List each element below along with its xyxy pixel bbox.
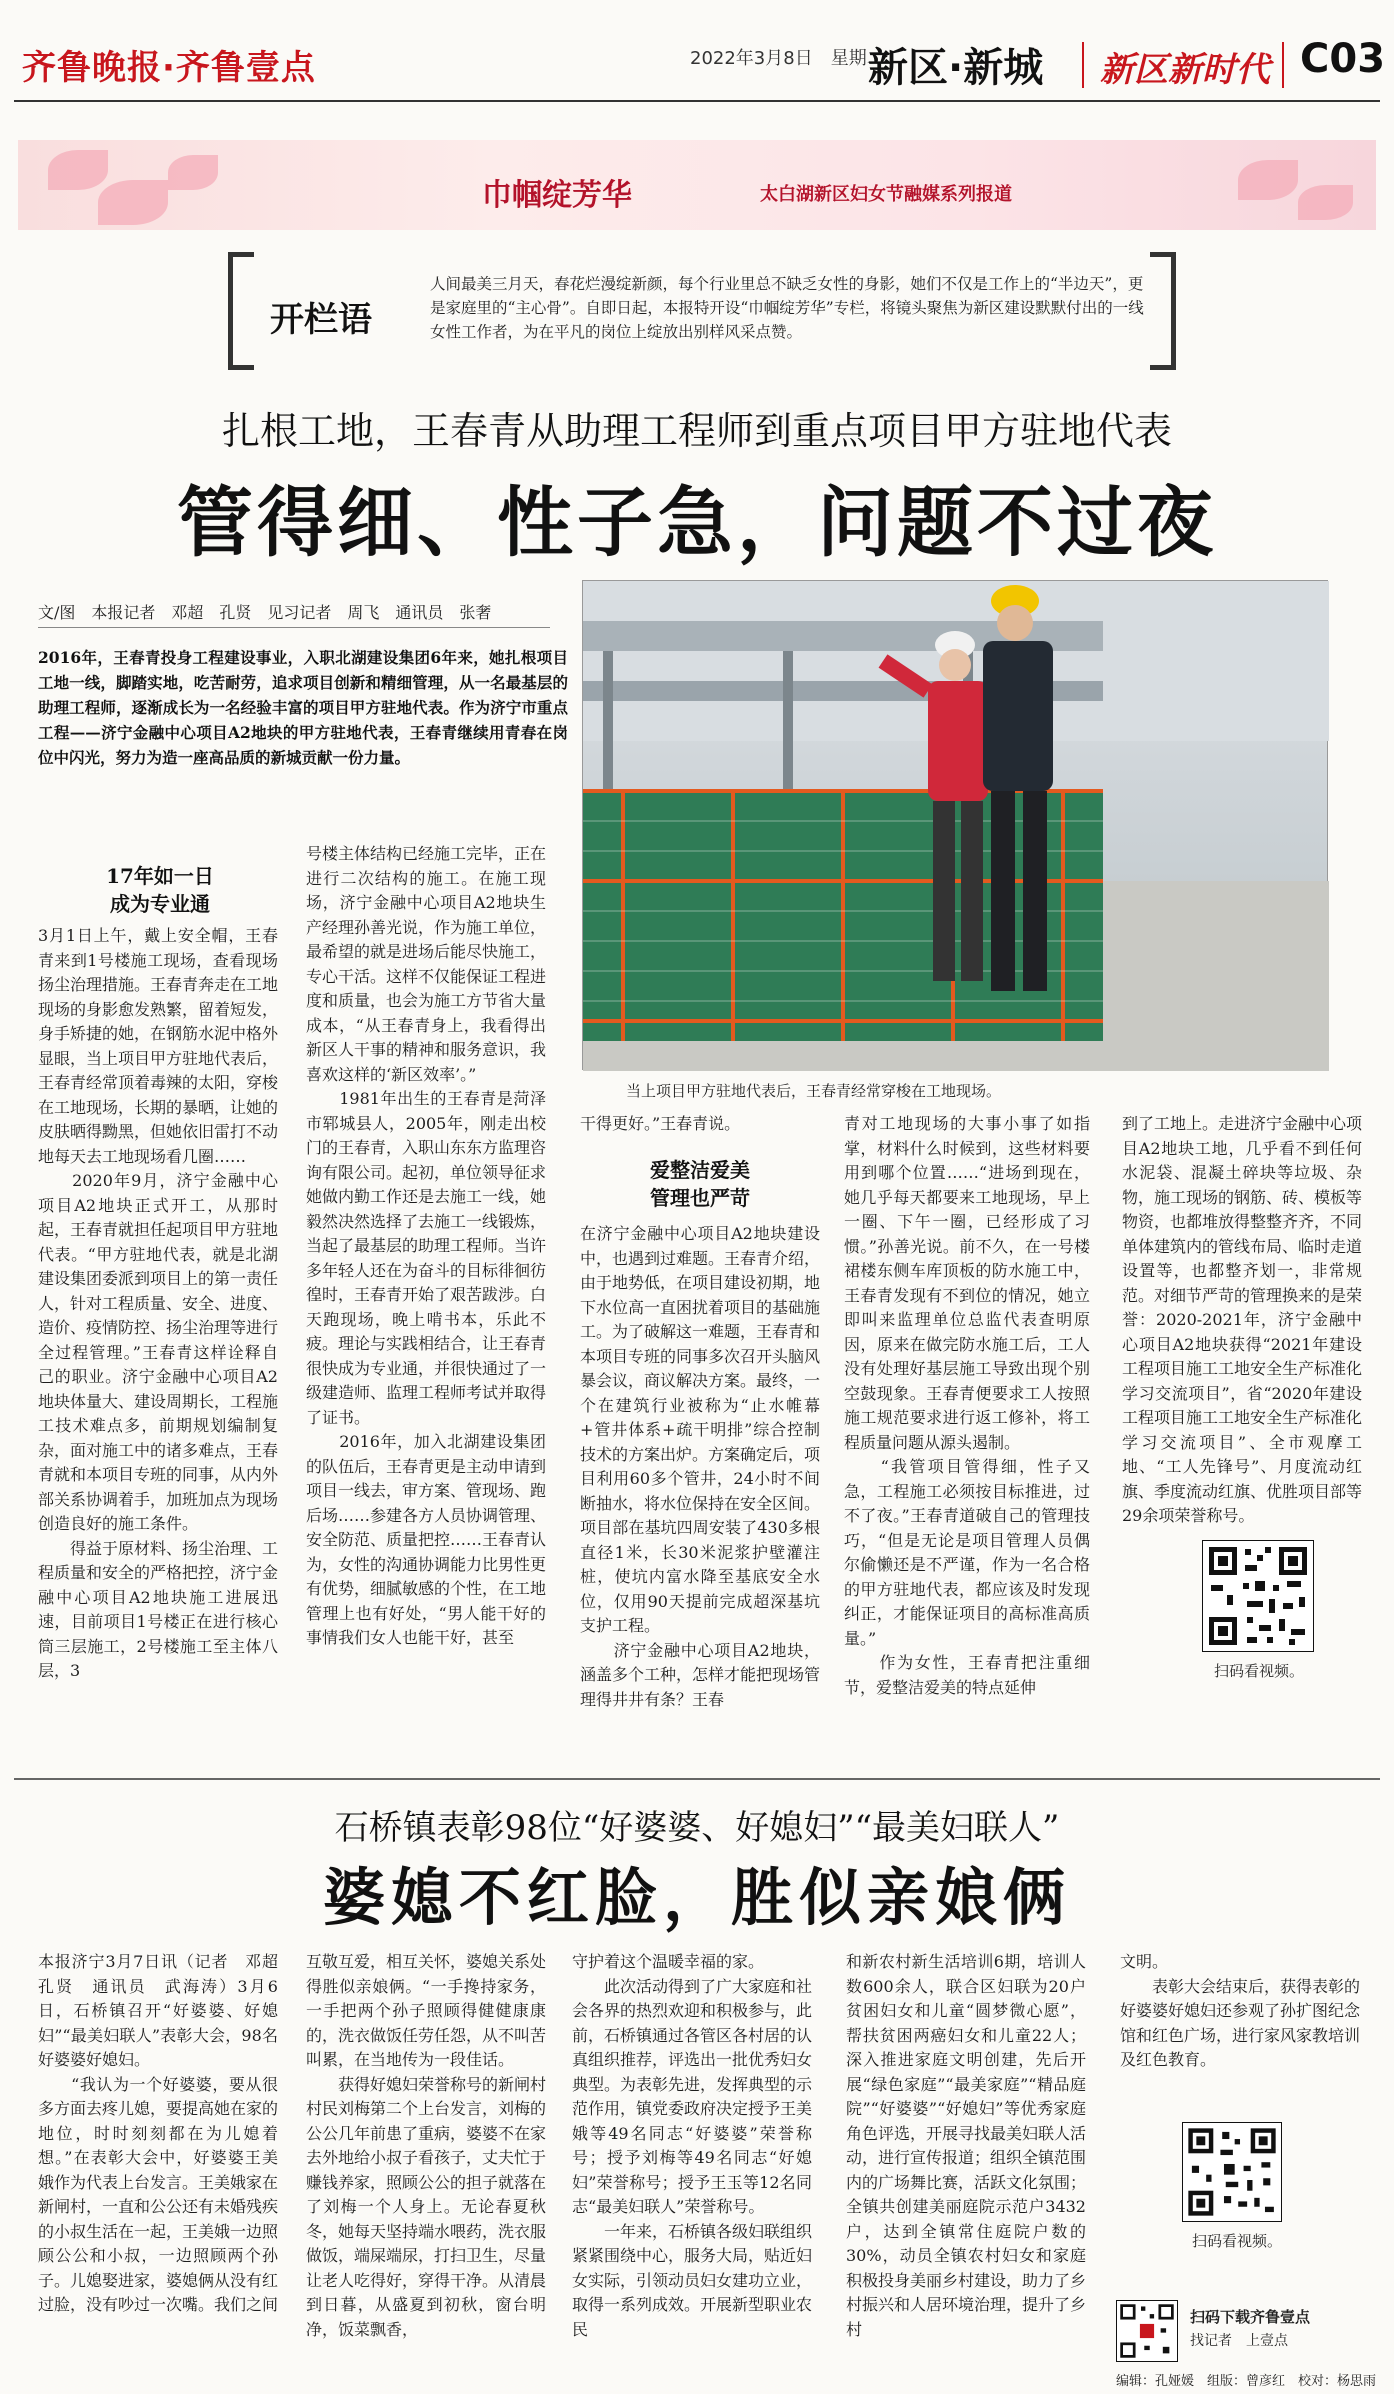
flower-icon — [168, 155, 218, 190]
banner-title: 巾帼绽芳华 — [482, 178, 632, 213]
article2-column-1: 本报济宁3月7日讯（记者 邓超 孔贤 通讯员 武海涛）3月6日，石桥镇召开“好婆婆、好媳妇”“最美妇联人”表彰大会，98名好婆婆好媳妇。 “我认为一个好婆婆，要从很多方面去疼儿媳，要提高她在家的地位，时时刻刻都在为儿媳着想。”在表彰大会中，好婆婆王美娥作为代表上台发言。王美娥家在新闸村，一直和公公还有未婚残疾的小叔生活在一起，王美娥一边照顾公公和小叔，一边照顾两个孙子。儿媳娶进家，婆媳俩从没有红过脸，没有吵过一次嘴。我们之间 — [38, 1952, 279, 2314]
flower-icon — [1298, 185, 1353, 220]
article2-column-3: 守护着这个温暖幸福的家。 此次活动得到了广大家庭和社会各界的热烈欢迎和积极参与，此前，石桥镇通过各管区各村居的认真组织推荐，评选出一批优秀妇女典型。为表彰先进，发挥典型的示范作用，镇党委政府决定授予王美娥等49名同志“好婆婆”荣誉称号；授予刘梅等49名同志“好媳妇”荣誉称号；授予王玉等12名同志“最美妇联人”荣誉称号。 一年来，石桥镇各级妇联组织紧紧围绕中心，服务大局，贴近妇女实际，引领动员妇女建功立业，取得一系列成效。开展新型职业农民 — [572, 1952, 813, 2339]
qr-pattern — [1203, 1541, 1313, 1651]
article1-column-1: 3月1日上午，戴上安全帽，王春青来到1号楼施工现场，查看现场扬尘治理措施。王春青奔走在工地现场的身影愈发熟繁，留着短发，身手矫捷的她，在钢筋水泥中格外显眼，当上项目甲方驻地代表后，王春青经常顶着毒辣的太阳，穿梭在工地现场，长期的暴晒，让她的皮肤晒得黝黑，但她依旧雷打不动地每天去工地现场看几圈…… 2020年9月，济宁金融中心项目A2地块正式开工，从那时起，王春青就担任起项目甲方驻地代表。“甲方驻地代表，就是北湖建设集团委派到项目上的第一责任人，针对工程质量、安全、进度、造价、疫情防控、扬尘治理等进行全过程管理。”王春青这样诠释自己的职业。济宁金融中心项目A2地块体量大、建设周期长，工程施工技术难点多，前期规划编制复杂，面对施工中的诸多难点，王春青就和本项目专班的同事，从内外部关系协调着手，加班加点为现场创造良好的施工条件。 得益于原材料、扬尘治理、工程质量和安全的严格把控，济宁金融中心项目A2地块施工进展迅速，目前项目1号楼正在进行核心筒三层施工，2号楼施工至主体八层，3 — [38, 926, 279, 1680]
article1-lede: 2016年，王春青投身工程建设事业，入职北湖建设集团6年来，她扎根项目工地一线，脚踏实地，吃苦耐劳，追求项目创新和精细管理，从一名最基层的助理工程师，逐渐成长为一名经验丰富的项目甲方驻地代表。作为济宁市重点工程——济宁金融中心项目A2地块的甲方驻地代表，王春青继续用青春在岗位中闪光，努力为造一座高品质的新城贡献一份力量。 — [38, 648, 568, 767]
issue-date: 2022年3月8日 星期二 — [690, 48, 885, 69]
article2-column-5: 文明。 表彰大会结束后，获得表彰的好婆婆好媳妇还参观了孙扩图纪念馆和红色广场，进行家风家教培训及红色教育。 — [1120, 1952, 1361, 2069]
article1-column-2: 号楼主体结构已经施工完毕，正在进行二次结构的施工。在施工现场，济宁金融中心项目A2地块生产经理孙善光说，作为施工单位，最希望的就是进场后能尽快施工，专心干活。这样不仅能保证工程进度和质量，也会为施工方节省大量成本，“从王春青身上，我看得出新区人干事的精神和服务意识，我喜欢这样的‘新区效率’。” 1981年出生的王春青是菏泽市郓城县人，2005年，刚走出校门的王春青，入职山东东方监理咨询有限公司。起初，单位领导征求她做内勤工作还是去施工一线，她毅然决然选择了去施工一线锻炼，当起了最基层的助理工程师。当许多年轻人还在为奋斗的目标徘徊彷徨时，王春青开始了艰苦跋涉。白天跑现场，晚上啃书本，乐此不疲。理论与实践相结合，让王春青很快成为专业通，并很快通过了一级建造师、监理工程师考试并取得了证书。 2016年，加入北湖建设集团的队伍后，王春青更是主动申请到项目一线去，审方案、管现场、跑后场……参建各方人员协调管理、安全防范、质量把控……王春青认为，女性的沟通协调能力比男性更有优势，细腻敏感的个性，在工地管理上也有好处，“男人能干好的事情我们女人也能干好，甚至 — [306, 844, 547, 1647]
newspaper-logo: 齐鲁晚报·齐鲁壹点 — [22, 48, 316, 88]
article1-column-4: 青对工地现场的大事小事了如指掌，材料什么时候到，这些材料要用到哪个位置……“进场到现在，她几乎每天都要来工地现场，早上一圈、下午一圈，已经形成了习惯。”孙善光说。前不久，在一号楼裙楼东侧车库顶板的防水施工中，王春青发现有不到位的情况，她立即叫来监理单位总监代表查明原因，原来在做完防水施工后，工人没有处理好基层施工导致出现个别空鼓现象。王春青便要求工人按照施工规范要求进行返工修补，将工程质量问题从源头遏制。 “我管项目管得细，性子又急，工程施工必须按目标推进，过不了夜。”王春青道破自己的管理技巧，“但是无论是项目管理人员偶尔偷懒还是不严谨，作为一名合格的甲方驻地代表，都应该及时发现纠正，才能保证项目的高标准高质量。” 作为女性，王春青把注重细节，爱整洁爱美的特点延伸 — [844, 1114, 1090, 1697]
right-bracket — [1150, 252, 1176, 370]
app-download-sub: 找记者 上壹点 — [1190, 2333, 1288, 2349]
flower-icon — [1238, 160, 1298, 200]
app-qr-code-icon[interactable] — [1116, 2300, 1178, 2362]
article1-byline: 文/图 本报记者 邓超 孔贤 见习记者 周飞 通讯员 张奢 — [38, 600, 550, 628]
construction-site-illustration — [583, 581, 1329, 1071]
article1-column-3-top: 干得更好。”王春青说。 — [580, 1114, 741, 1133]
photo-caption: 当上项目甲方驻地代表后，王春青经常穿梭在工地现场。 — [626, 1082, 1002, 1100]
masthead-divider — [1082, 42, 1084, 88]
section-title: 新区·新城 — [868, 45, 1044, 91]
article1-column-5: 到了工地上。走进济宁金融中心项目A2地块工地，几乎看不到任何水泥袋、混凝土碎块等垃圾、杂物，施工现场的钢筋、砖、模板等物资，也都堆放得整整齐齐，不同单体建筑内的管线布局、临时走道设置等，也都整齐划一，非常规范。对细节严苛的管理换来的是荣誉：2020-2021年，济宁金融中心项目A2地块获得“2021年建设工程项目施工工地安全生产标准化学习交流项目”，省“2020年建设工程项目施工工地安全生产标准化学习交流项目”、全市观摩工地、“工人先锋号”、月度流动红旗、季度流动红旗、优胜项目部等29余项荣誉称号。 — [1122, 1114, 1363, 1525]
article1-headline: 管得细、性子急，问题不过夜 — [177, 478, 1217, 567]
flower-icon — [48, 150, 108, 190]
qr-pattern — [1117, 2301, 1177, 2361]
article1-photo — [582, 580, 1328, 1070]
qr-code-icon[interactable] — [1182, 2122, 1282, 2222]
intro-label: 开栏语 — [270, 300, 372, 340]
editor-credits: 编辑：孔娅媛 组版：曾彦红 校对：杨思雨 — [1116, 2374, 1377, 2389]
masthead-rule — [14, 100, 1380, 102]
article2-kicker: 石桥镇表彰98位“好婆婆、好媳妇”“最美妇联人” — [334, 1808, 1060, 1848]
masthead-divider — [1282, 42, 1284, 88]
qr-label: 扫码看视频。 — [1214, 1662, 1305, 1680]
qr-label: 扫码看视频。 — [1192, 2232, 1283, 2250]
article2-column-4: 和新农村新生活培训6期，培训人数600余人，联合区妇联为20户贫困妇女和儿童“圆梦微心愿”，帮扶贫困两癌妇女和儿童22人；深入推进家庭文明创建，先后开展“绿色家庭”“最美家庭”“精品庭院”“好婆婆”“好媳妇”等优秀家庭角色评选，开展寻找最美妇联人活动，进行宣传报道；组织全镇范围内的广场舞比赛，活跃文化氛围；全镇共创建美丽庭院示范户3432户，达到全镇常住庭院户数的30%，动员全镇农村妇女和家庭积极投身美丽乡村建设，助力了乡村振兴和人居环境治理，提升了乡村 — [846, 1952, 1087, 2339]
page-number: C03 — [1300, 36, 1386, 82]
intro-text: 人间最美三月天，春花烂漫绽新颜，每个行业里总不缺乏女性的身影，她们不仅是工作上的“半边天”，更是家庭里的“主心骨”。自即日起，本报特开设“巾帼绽芳华”专栏，将镜头聚焦为新区建设默默付出的一线女性工作者，为在平凡的岗位上绽放出别样风采点赞。 — [430, 275, 1144, 341]
article1-subhead-2: 爱整洁爱美 管理也严苛 — [650, 1158, 750, 1210]
article2-column-2: 互敬互爱，相互关怀，婆媳关系处得胜似亲娘俩。“一手搀持家务，一手把两个孙子照顾得健健康康的，洗衣做饭任劳任怨，从不叫苦叫累，在当地传为一段佳话。 获得好媳妇荣誉称号的新闸村村民刘梅第二个上台发言，刘梅的公公几年前患了重病，婆婆不在家去外地给小叔子看孩子，丈夫忙于赚钱养家，照顾公公的担子就落在了刘梅一个人身上。无论春夏秋冬，她每天坚持端水喂药，洗衣服做饭，端屎端尿，打扫卫生，尽量让老人吃得好，穿得干净。从清晨到日暮，从盛夏到初秋，窗台明净，饭菜飘香， — [306, 1952, 547, 2339]
article2-headline: 婆媳不红脸，胜似亲娘俩 — [322, 1861, 1071, 1934]
article-divider — [14, 1778, 1380, 1780]
article1-subhead-1: 17年如一日 成为专业通 — [106, 864, 214, 916]
column-banner — [18, 140, 1376, 230]
banner-subtitle: 太白湖新区妇女节融媒系列报道 — [760, 184, 1012, 205]
article1-kicker: 扎根工地，王春青从助理工程师到重点项目甲方驻地代表 — [221, 409, 1172, 453]
article1-column-3: 在济宁金融中心项目A2地块建设中，也遇到过难题。王春青介绍，由于地势低，在项目建设初期，地下水位高一直困扰着项目的基础施工。为了破解这一难题，王春青和本项目专班的同事多次召开头脑风暴会议，商议解决方案。最终，一个在建筑行业被称为“止水帷幕+管井体系+疏干明排”综合控制技术的方案出炉。方案确定后，项目利用60多个管井，24小时不间断抽水，将水位保持在安全区间。项目部在基坑四周安装了430多根直径1米，长30米泥浆护壁灌注桩，使坑内富水降至基底安全水位，仅用90天提前完成超深基坑支护工程。 济宁金融中心项目A2地块，涵盖多个工种，怎样才能把现场管理得井井有条？王春 — [580, 1224, 821, 1709]
section-brand: 新区新时代 — [1100, 50, 1270, 90]
app-download-label: 扫码下载齐鲁壹点 — [1190, 2308, 1311, 2326]
qr-code-icon[interactable] — [1202, 1540, 1314, 1652]
left-bracket — [228, 252, 254, 370]
qr-pattern — [1183, 2123, 1281, 2221]
flower-icon — [98, 180, 168, 225]
